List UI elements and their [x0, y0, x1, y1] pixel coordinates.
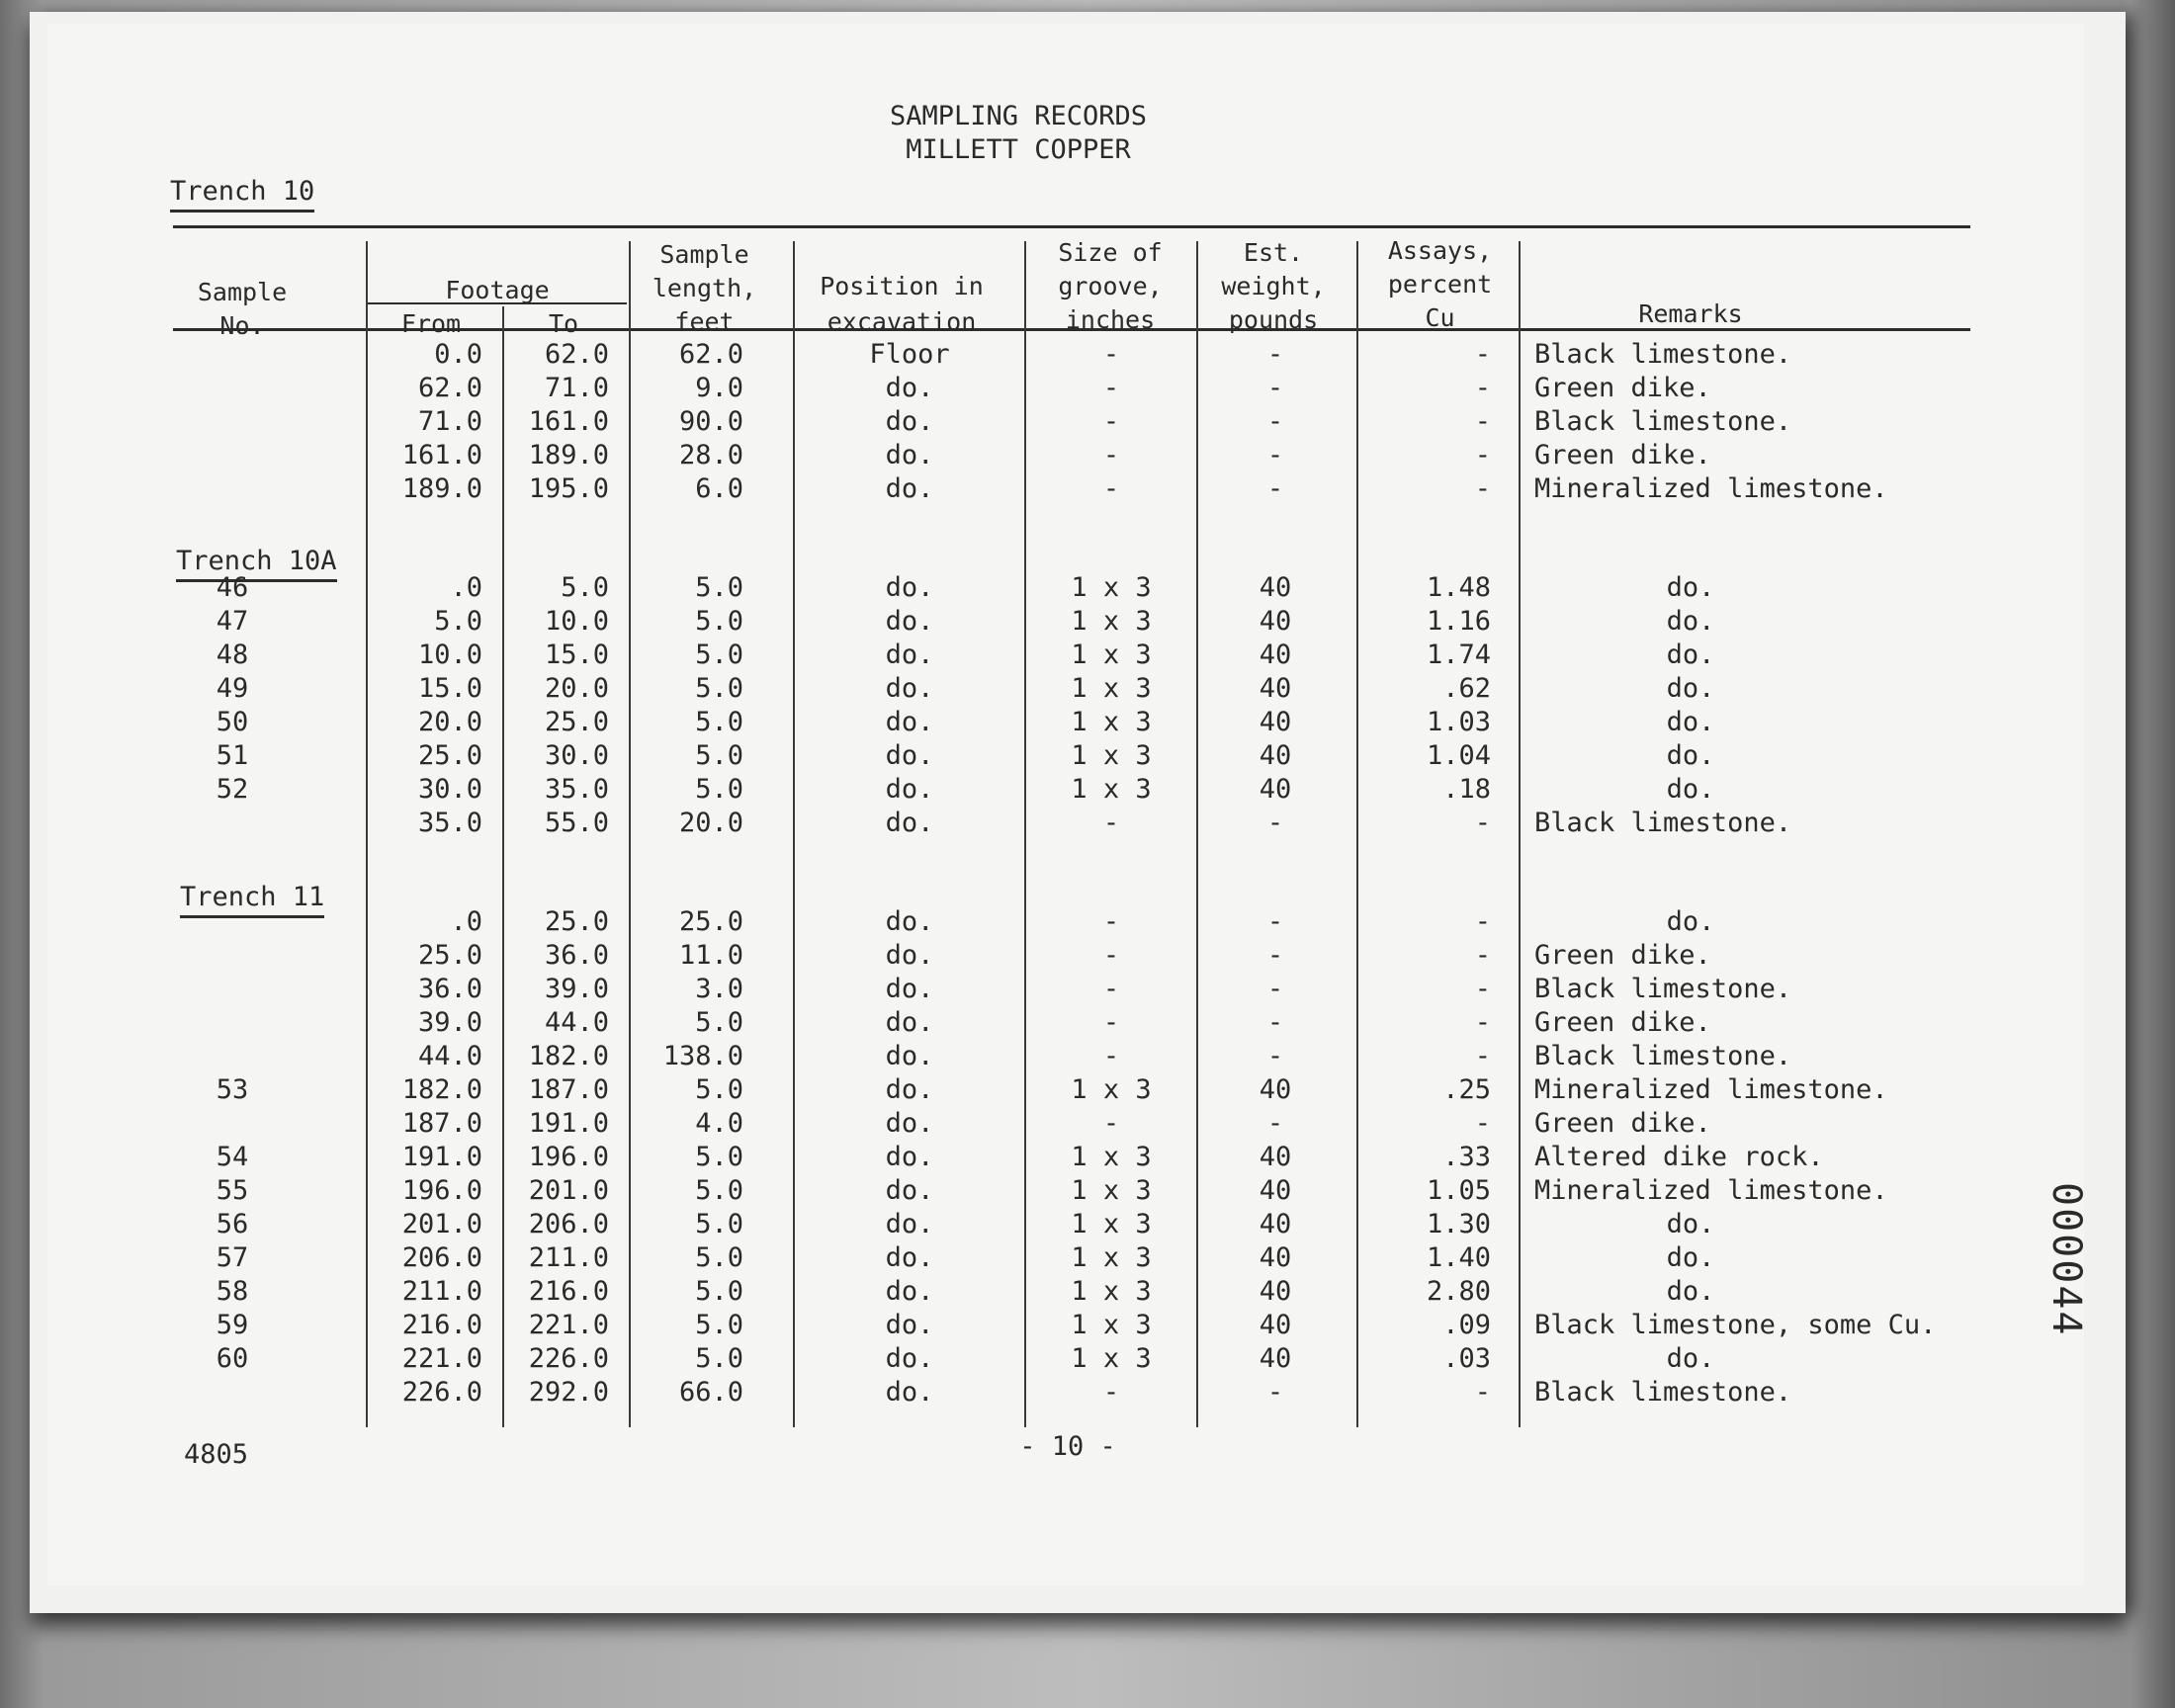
cell-weight: 40	[1259, 572, 1292, 603]
cell-from: 25.0	[417, 740, 482, 771]
cell-position: do.	[885, 1377, 934, 1408]
cell-from: 30.0	[417, 774, 482, 805]
column-divider	[502, 306, 504, 1427]
cell-groove: -	[1102, 974, 1120, 1004]
cell-remarks: do.	[1666, 740, 1715, 771]
cell-assay: .62	[1442, 673, 1491, 704]
cell-remarks: do.	[1666, 606, 1715, 637]
cell-remarks: do.	[1666, 906, 1715, 937]
cell-weight: -	[1266, 406, 1284, 437]
document-number: 4805	[184, 1439, 249, 1470]
cell-length: 20.0	[678, 808, 743, 838]
cell-groove: 1 x 3	[1071, 774, 1152, 805]
cell-assay: 1.03	[1426, 707, 1491, 737]
cell-remarks: do.	[1666, 572, 1715, 603]
cell-remarks: Green dike.	[1534, 1007, 1711, 1038]
header-sample-length-2: length,	[652, 274, 757, 302]
cell-groove: 1 x 3	[1071, 1310, 1152, 1340]
cell-from: 39.0	[417, 1007, 482, 1038]
cell-no: 58	[216, 1276, 249, 1307]
cell-weight: -	[1266, 1007, 1284, 1038]
cell-from: 20.0	[417, 707, 482, 737]
cell-from: 62.0	[417, 373, 482, 403]
cell-length: 5.0	[695, 740, 743, 771]
header-groove-1: Size of	[1058, 238, 1163, 267]
cell-remarks: do.	[1666, 1242, 1715, 1273]
cell-to: 39.0	[544, 974, 609, 1004]
cell-length: 90.0	[678, 406, 743, 437]
cell-groove: -	[1102, 940, 1120, 971]
cell-from: 35.0	[417, 808, 482, 838]
cell-no: 53	[216, 1074, 249, 1105]
cell-assay: .18	[1442, 774, 1491, 805]
cell-to: 191.0	[528, 1108, 609, 1139]
cell-no: 50	[216, 707, 249, 737]
cell-weight: -	[1266, 473, 1284, 504]
cell-no: 52	[216, 774, 249, 805]
cell-assay: 1.05	[1426, 1175, 1491, 1206]
cell-to: 15.0	[544, 640, 609, 670]
cell-to: 71.0	[544, 373, 609, 403]
cell-assay: -	[1474, 974, 1491, 1004]
cell-remarks: do.	[1666, 774, 1715, 805]
cell-length: 5.0	[695, 1242, 743, 1273]
header-to: To	[548, 309, 579, 338]
cell-no: 47	[216, 606, 249, 637]
cell-assay: 1.30	[1426, 1209, 1491, 1239]
cell-assay: .03	[1442, 1343, 1491, 1374]
cell-position: do.	[885, 707, 934, 737]
cell-remarks: Black limestone.	[1534, 406, 1792, 437]
cell-weight: -	[1266, 1041, 1284, 1071]
cell-weight: -	[1266, 1377, 1284, 1408]
section-label-trench-10: Trench 10	[170, 176, 314, 213]
cell-length: 5.0	[695, 1209, 743, 1239]
cell-length: 5.0	[695, 1343, 743, 1374]
document-stamp-number: 000044	[2044, 1182, 2089, 1337]
cell-assay: -	[1474, 1108, 1491, 1139]
column-divider	[629, 241, 631, 1427]
cell-assay: .33	[1442, 1142, 1491, 1172]
cell-weight: -	[1266, 974, 1284, 1004]
cell-position: do.	[885, 1041, 934, 1071]
header-position-1: Position in	[820, 272, 984, 300]
cell-length: 5.0	[695, 1142, 743, 1172]
cell-from: 201.0	[401, 1209, 482, 1239]
cell-assay: .25	[1442, 1074, 1491, 1105]
cell-position: do.	[885, 473, 934, 504]
cell-groove: -	[1102, 1108, 1120, 1139]
cell-no: 55	[216, 1175, 249, 1206]
cell-remarks: Black limestone.	[1534, 808, 1792, 838]
cell-position: do.	[885, 406, 934, 437]
cell-to: 226.0	[528, 1343, 609, 1374]
cell-groove: -	[1102, 473, 1120, 504]
header-assays-1: Assays,	[1387, 236, 1493, 265]
column-divider	[1356, 241, 1358, 1427]
cell-position: do.	[885, 1343, 934, 1374]
cell-groove: -	[1102, 1007, 1120, 1038]
cell-remarks: do.	[1666, 673, 1715, 704]
cell-weight: 40	[1259, 1209, 1292, 1239]
cell-groove: 1 x 3	[1071, 1175, 1152, 1206]
cell-position: do.	[885, 1142, 934, 1172]
cell-groove: -	[1102, 1041, 1120, 1071]
cell-from: 187.0	[401, 1108, 482, 1139]
cell-from: 189.0	[401, 473, 482, 504]
cell-weight: -	[1266, 1108, 1284, 1139]
cell-assay: -	[1474, 373, 1491, 403]
cell-from: 191.0	[401, 1142, 482, 1172]
cell-assay: 1.48	[1426, 572, 1491, 603]
cell-to: 216.0	[528, 1276, 609, 1307]
cell-from: 15.0	[417, 673, 482, 704]
cell-to: 10.0	[544, 606, 609, 637]
cell-weight: 40	[1259, 606, 1292, 637]
cell-no: 46	[216, 572, 249, 603]
cell-to: 196.0	[528, 1142, 609, 1172]
cell-position: do.	[885, 572, 934, 603]
cell-position: do.	[885, 373, 934, 403]
cell-to: 20.0	[544, 673, 609, 704]
cell-position: do.	[885, 606, 934, 637]
cell-groove: 1 x 3	[1071, 1209, 1152, 1239]
cell-position: do.	[885, 1108, 934, 1139]
cell-position: do.	[885, 1209, 934, 1239]
cell-groove: 1 x 3	[1071, 1074, 1152, 1105]
cell-assay: -	[1474, 808, 1491, 838]
cell-length: 5.0	[695, 1276, 743, 1307]
cell-assay: -	[1474, 1007, 1491, 1038]
cell-from: 221.0	[401, 1343, 482, 1374]
cell-assay: 2.80	[1426, 1276, 1491, 1307]
cell-length: 62.0	[678, 339, 743, 370]
cell-no: 54	[216, 1142, 249, 1172]
cell-to: 182.0	[528, 1041, 609, 1071]
cell-to: 36.0	[544, 940, 609, 971]
cell-to: 5.0	[561, 572, 609, 603]
header-position-2: excavation	[826, 307, 977, 336]
cell-groove: 1 x 3	[1071, 640, 1152, 670]
cell-groove: 1 x 3	[1071, 572, 1152, 603]
cell-weight: 40	[1259, 1242, 1292, 1273]
header-from: From	[400, 309, 462, 338]
cell-to: 62.0	[544, 339, 609, 370]
cell-from: .0	[450, 572, 482, 603]
cell-groove: 1 x 3	[1071, 673, 1152, 704]
section-label-trench-10a: Trench 10A	[176, 546, 337, 582]
cell-length: 4.0	[695, 1108, 743, 1139]
cell-from: 25.0	[417, 940, 482, 971]
cell-groove: -	[1102, 440, 1120, 470]
cell-length: 25.0	[678, 906, 743, 937]
cell-groove: -	[1102, 373, 1120, 403]
cell-to: 161.0	[528, 406, 609, 437]
cell-no: 59	[216, 1310, 249, 1340]
cell-weight: 40	[1259, 1142, 1292, 1172]
cell-assay: 1.16	[1426, 606, 1491, 637]
cell-weight: 40	[1259, 707, 1292, 737]
cell-no: 51	[216, 740, 249, 771]
cell-weight: 40	[1259, 774, 1292, 805]
cell-groove: 1 x 3	[1071, 1242, 1152, 1273]
header-groove-2: groove,	[1058, 272, 1163, 300]
cell-assay: -	[1474, 440, 1491, 470]
cell-remarks: Black limestone.	[1534, 1377, 1792, 1408]
cell-remarks: Green dike.	[1534, 1108, 1711, 1139]
cell-assay: -	[1474, 339, 1491, 370]
column-divider	[1024, 241, 1026, 1427]
cell-to: 206.0	[528, 1209, 609, 1239]
cell-groove: 1 x 3	[1071, 707, 1152, 737]
cell-from: 216.0	[401, 1310, 482, 1340]
cell-length: 138.0	[662, 1041, 743, 1071]
cell-length: 5.0	[695, 774, 743, 805]
cell-length: 9.0	[695, 373, 743, 403]
column-divider	[1196, 241, 1198, 1427]
cell-groove: 1 x 3	[1071, 1276, 1152, 1307]
header-sample-no-2: No.	[219, 311, 265, 340]
cell-remarks: Mineralized limestone.	[1534, 473, 1888, 504]
cell-remarks: Green dike.	[1534, 940, 1711, 971]
cell-remarks: do.	[1666, 640, 1715, 670]
cell-weight: -	[1266, 906, 1284, 937]
section-label-trench-11: Trench 11	[180, 882, 324, 918]
cell-groove: 1 x 3	[1071, 606, 1152, 637]
cell-length: 5.0	[695, 572, 743, 603]
cell-weight: 40	[1259, 1310, 1292, 1340]
cell-weight: 40	[1259, 640, 1292, 670]
cell-from: 44.0	[417, 1041, 482, 1071]
cell-weight: 40	[1259, 1343, 1292, 1374]
cell-length: 3.0	[695, 974, 743, 1004]
cell-to: 25.0	[544, 906, 609, 937]
header-sample-length-3: feet	[674, 307, 735, 336]
cell-position: do.	[885, 906, 934, 937]
cell-remarks: do.	[1666, 1276, 1715, 1307]
cell-no: 60	[216, 1343, 249, 1374]
cell-from: 10.0	[417, 640, 482, 670]
cell-length: 5.0	[695, 1074, 743, 1105]
column-divider	[1519, 241, 1521, 1427]
cell-length: 5.0	[695, 707, 743, 737]
title-line-1: SAMPLING RECORDS	[889, 101, 1148, 131]
cell-remarks: Black limestone.	[1534, 974, 1792, 1004]
cell-to: 187.0	[528, 1074, 609, 1105]
cell-to: 211.0	[528, 1242, 609, 1273]
cell-remarks: Altered dike rock.	[1534, 1142, 1824, 1172]
cell-from: 5.0	[434, 606, 482, 637]
cell-from: 161.0	[401, 440, 482, 470]
header-groove-3: inches	[1065, 305, 1156, 334]
cell-length: 5.0	[695, 1007, 743, 1038]
cell-length: 5.0	[695, 1310, 743, 1340]
header-assays-3: Cu	[1425, 303, 1455, 332]
cell-no: 48	[216, 640, 249, 670]
cell-groove: -	[1102, 339, 1120, 370]
cell-assay: -	[1474, 940, 1491, 971]
cell-weight: 40	[1259, 673, 1292, 704]
cell-groove: 1 x 3	[1071, 1142, 1152, 1172]
cell-from: 36.0	[417, 974, 482, 1004]
cell-length: 11.0	[678, 940, 743, 971]
cell-from: 211.0	[401, 1276, 482, 1307]
cell-position: do.	[885, 440, 934, 470]
cell-remarks: Green dike.	[1534, 440, 1711, 470]
title-line-2: MILLETT COPPER	[906, 134, 1131, 165]
cell-from: 182.0	[401, 1074, 482, 1105]
cell-to: 35.0	[544, 774, 609, 805]
cell-from: 206.0	[401, 1242, 482, 1273]
cell-position: do.	[885, 974, 934, 1004]
cell-from: 0.0	[434, 339, 482, 370]
cell-from: 196.0	[401, 1175, 482, 1206]
cell-assay: .09	[1442, 1310, 1491, 1340]
cell-no: 56	[216, 1209, 249, 1239]
cell-assay: 1.40	[1426, 1242, 1491, 1273]
cell-weight: -	[1266, 373, 1284, 403]
column-divider	[366, 241, 368, 1427]
header-sample-length-1: Sample	[659, 240, 749, 269]
cell-to: 195.0	[528, 473, 609, 504]
cell-weight: -	[1266, 940, 1284, 971]
cell-assay: -	[1474, 473, 1491, 504]
header-weight-1: Est.	[1243, 238, 1304, 267]
cell-no: 49	[216, 673, 249, 704]
header-weight-2: weight,	[1221, 272, 1326, 300]
cell-groove: 1 x 3	[1071, 740, 1152, 771]
cell-weight: 40	[1259, 1074, 1292, 1105]
cell-remarks: do.	[1666, 1343, 1715, 1374]
cell-position: do.	[885, 1175, 934, 1206]
header-sample-no-1: Sample	[197, 278, 288, 306]
cell-assay: -	[1474, 406, 1491, 437]
cell-assay: -	[1474, 1041, 1491, 1071]
cell-to: 44.0	[544, 1007, 609, 1038]
cell-weight: -	[1266, 440, 1284, 470]
cell-remarks: Green dike.	[1534, 373, 1711, 403]
cell-weight: 40	[1259, 1276, 1292, 1307]
cell-groove: -	[1102, 808, 1120, 838]
header-weight-3: pounds	[1228, 305, 1319, 334]
cell-to: 201.0	[528, 1175, 609, 1206]
cell-weight: 40	[1259, 1175, 1292, 1206]
cell-from: 71.0	[417, 406, 482, 437]
page-number: - 10 -	[1019, 1431, 1116, 1462]
cell-position: do.	[885, 673, 934, 704]
cell-weight: -	[1266, 808, 1284, 838]
header-remarks: Remarks	[1638, 299, 1743, 328]
cell-position: do.	[885, 740, 934, 771]
cell-remarks: do.	[1666, 707, 1715, 737]
cell-assay: -	[1474, 1377, 1491, 1408]
cell-position: do.	[885, 1310, 934, 1340]
cell-groove: -	[1102, 1377, 1120, 1408]
cell-groove: -	[1102, 906, 1120, 937]
cell-assay: 1.74	[1426, 640, 1491, 670]
cell-no: 57	[216, 1242, 249, 1273]
cell-length: 5.0	[695, 673, 743, 704]
cell-from: 226.0	[401, 1377, 482, 1408]
cell-to: 55.0	[544, 808, 609, 838]
header-footage: Footage	[445, 276, 550, 304]
cell-position: do.	[885, 1242, 934, 1273]
cell-position: do.	[885, 1007, 934, 1038]
cell-weight: 40	[1259, 740, 1292, 771]
cell-to: 189.0	[528, 440, 609, 470]
cell-position: do.	[885, 1074, 934, 1105]
cell-length: 5.0	[695, 606, 743, 637]
cell-remarks: do.	[1666, 1209, 1715, 1239]
cell-remarks: Mineralized limestone.	[1534, 1175, 1888, 1206]
cell-from: .0	[450, 906, 482, 937]
cell-groove: -	[1102, 406, 1120, 437]
cell-position: do.	[885, 940, 934, 971]
cell-to: 30.0	[544, 740, 609, 771]
cell-position: do.	[885, 640, 934, 670]
cell-to: 25.0	[544, 707, 609, 737]
cell-weight: -	[1266, 339, 1284, 370]
cell-remarks: Black limestone.	[1534, 339, 1792, 370]
cell-to: 292.0	[528, 1377, 609, 1408]
cell-length: 5.0	[695, 640, 743, 670]
cell-assay: 1.04	[1426, 740, 1491, 771]
cell-position: do.	[885, 808, 934, 838]
cell-position: do.	[885, 774, 934, 805]
cell-position: Floor	[869, 339, 950, 370]
header-assays-2: percent	[1387, 270, 1493, 299]
cell-remarks: Black limestone, some Cu.	[1534, 1310, 1937, 1340]
cell-remarks: Mineralized limestone.	[1534, 1074, 1888, 1105]
cell-length: 5.0	[695, 1175, 743, 1206]
cell-assay: -	[1474, 906, 1491, 937]
cell-groove: 1 x 3	[1071, 1343, 1152, 1374]
cell-length: 6.0	[695, 473, 743, 504]
cell-length: 66.0	[678, 1377, 743, 1408]
header-top-rule	[173, 225, 1970, 228]
column-divider	[793, 241, 795, 1427]
cell-to: 221.0	[528, 1310, 609, 1340]
cell-position: do.	[885, 1276, 934, 1307]
cell-length: 28.0	[678, 440, 743, 470]
cell-remarks: Black limestone.	[1534, 1041, 1792, 1071]
